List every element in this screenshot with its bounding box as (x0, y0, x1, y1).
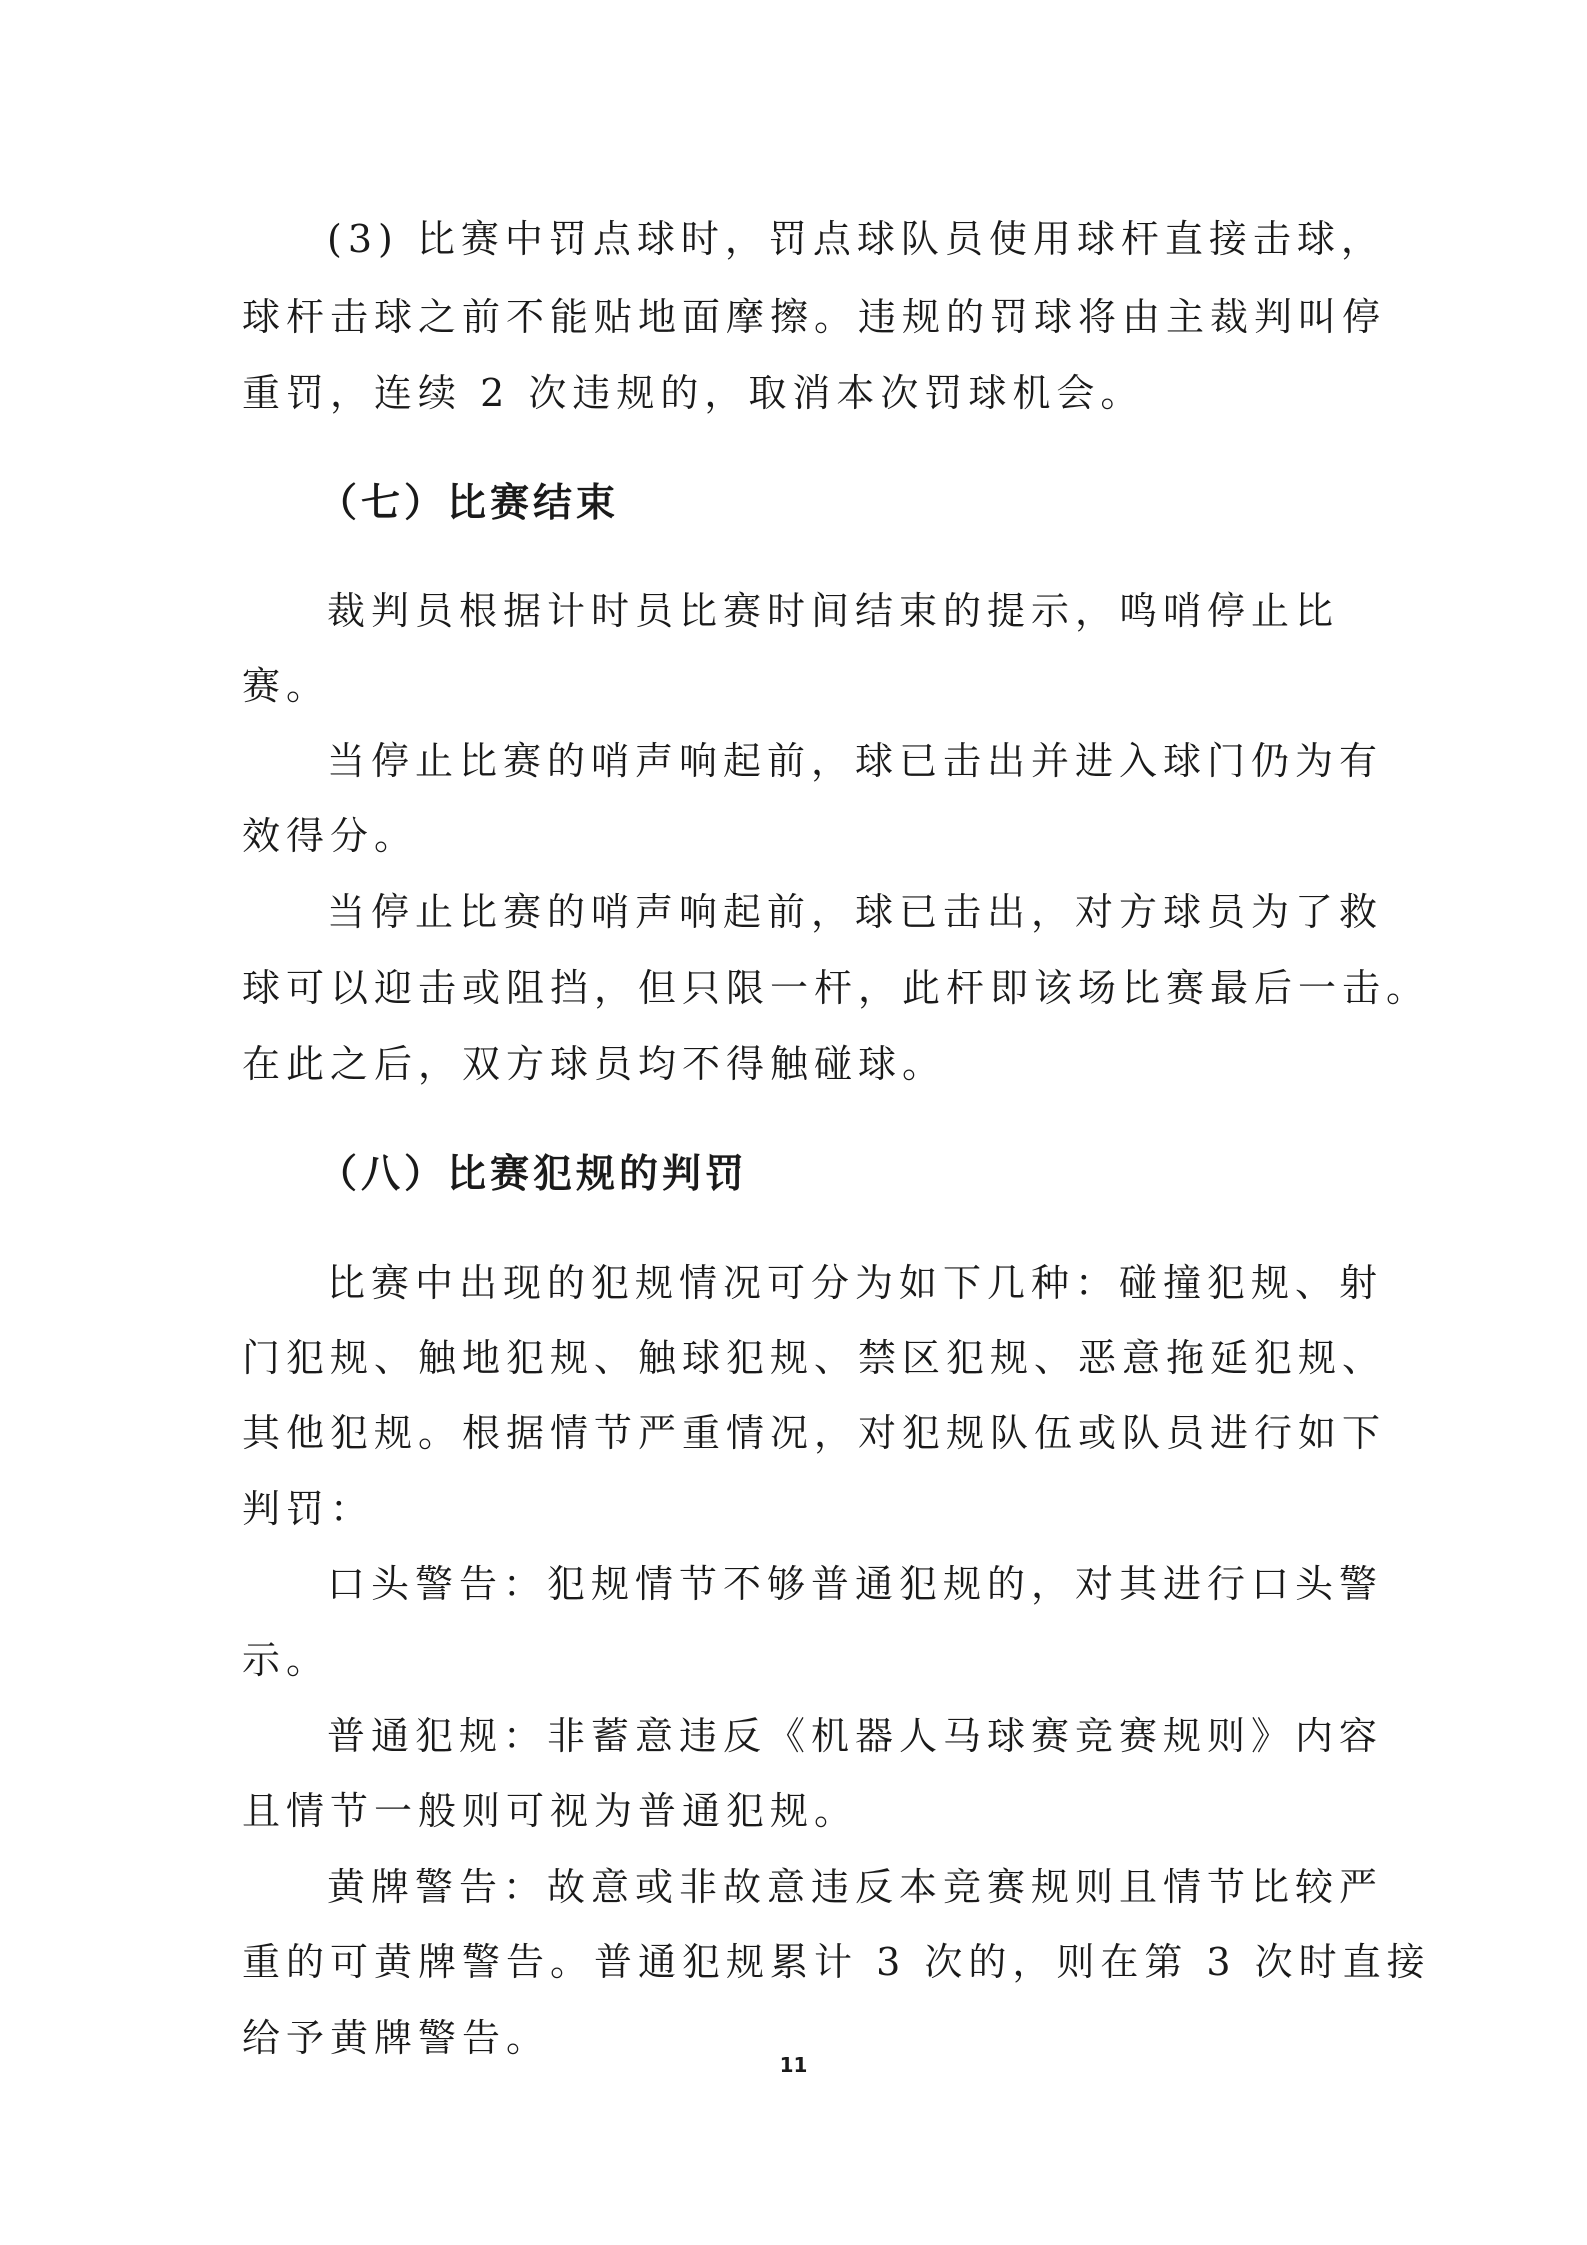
paragraph-line: 且情节一般则可视为普通犯规。 (242, 1789, 859, 1833)
paragraph-line: 裁判员根据计时员比赛时间结束的提示，鸣哨停止比 (327, 589, 1340, 633)
section-heading-8: （八）比赛犯规的判罚 (318, 1152, 749, 1197)
paragraph-line: 当停止比赛的哨声响起前，球已击出，对方球员为了救 (327, 890, 1384, 934)
paragraph-line: 判罚： (242, 1487, 375, 1531)
paragraph-line: 普通犯规：非蓄意违反《机器人马球赛竞赛规则》内容 (327, 1714, 1384, 1758)
page-number: 11 (779, 2053, 808, 2077)
section-heading-7: （七）比赛结束 (318, 481, 620, 526)
paragraph-line: 其他犯规。根据情节严重情况，对犯规队伍或队员进行如下 (242, 1411, 1387, 1455)
paragraph-line: 口头警告：犯规情节不够普通犯规的，对其进行口头警 (327, 1562, 1384, 1606)
paragraph-line: 给予黄牌警告。 (242, 2016, 551, 2060)
paragraph-line: 球可以迎击或阻挡，但只限一杆，此杆即该场比赛最后一击。 (242, 966, 1431, 1010)
paragraph-line: 示。 (242, 1638, 331, 1682)
paragraph-line: 赛。 (242, 664, 331, 708)
paragraph-line: 在此之后，双方球员均不得触碰球。 (242, 1042, 947, 1086)
paragraph-line: 效得分。 (242, 814, 419, 858)
paragraph-line: 球杆击球之前不能贴地面摩擦。违规的罚球将由主裁判叫停 (242, 295, 1387, 339)
paragraph-line: (3) 比赛中罚点球时，罚点球队员使用球杆直接击球， (327, 217, 1385, 261)
paragraph-line: 重罚，连续 2 次违规的，取消本次罚球机会。 (242, 371, 1145, 415)
paragraph-line: 比赛中出现的犯规情况可分为如下几种：碰撞犯规、射 (327, 1261, 1384, 1305)
paragraph-line: 黄牌警告：故意或非故意违反本竞赛规则且情节比较严 (327, 1865, 1384, 1909)
paragraph-line: 重的可黄牌警告。普通犯规累计 3 次的，则在第 3 次时直接 (242, 1940, 1431, 1984)
paragraph-line: 当停止比赛的哨声响起前，球已击出并进入球门仍为有 (327, 739, 1384, 783)
paragraph-line: 门犯规、触地犯规、触球犯规、禁区犯规、恶意拖延犯规、 (242, 1336, 1387, 1380)
